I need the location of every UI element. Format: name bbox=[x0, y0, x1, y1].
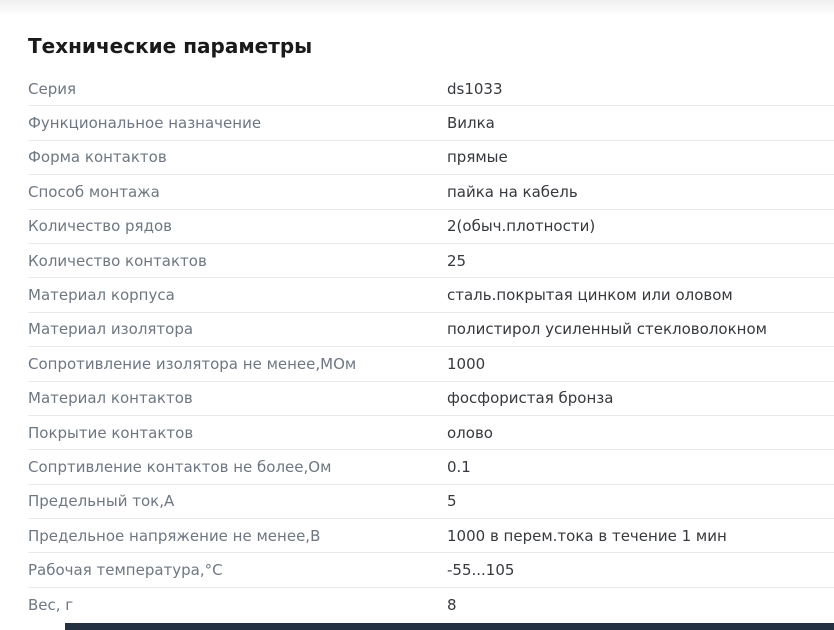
parameters-table bbox=[28, 72, 834, 622]
parameter-row bbox=[28, 485, 834, 519]
parameter-row bbox=[28, 450, 834, 484]
parameter-row bbox=[28, 313, 834, 347]
parameter-label: Предельное напряжение не менее,В bbox=[28, 526, 321, 545]
parameter-label: Материал корпуса bbox=[28, 286, 175, 305]
parameter-value: 25 bbox=[447, 251, 467, 270]
parameter-value: пайка на кабель bbox=[447, 182, 578, 201]
section-title: Технические параметры bbox=[28, 34, 313, 58]
parameter-value: 1000 в перем.тока в течение 1 мин bbox=[447, 526, 727, 545]
parameter-value: полистирол усиленный стекловолокном bbox=[447, 320, 767, 339]
parameter-row bbox=[28, 347, 834, 381]
parameter-label: Материал изолятора bbox=[28, 320, 194, 339]
parameter-row bbox=[28, 382, 834, 416]
parameter-value: фосфористая бронза bbox=[447, 389, 614, 408]
parameter-value: олово bbox=[447, 423, 493, 442]
next-section-edge-bar bbox=[65, 623, 834, 630]
parameter-value: 1000 bbox=[447, 354, 486, 373]
parameter-value: 2(обыч.плотности) bbox=[447, 217, 596, 236]
parameter-label: Предельный ток,А bbox=[28, 492, 175, 511]
parameter-label: Количество рядов bbox=[28, 217, 172, 236]
parameter-label: Покрытие контактов bbox=[28, 423, 194, 442]
parameter-row bbox=[28, 210, 834, 244]
parameter-row bbox=[28, 175, 834, 209]
parameter-row bbox=[28, 553, 834, 587]
parameter-row bbox=[28, 519, 834, 553]
parameter-label: Способ монтажа bbox=[28, 182, 160, 201]
parameter-value: 5 bbox=[447, 492, 457, 511]
parameter-value: -55...105 bbox=[447, 561, 515, 580]
parameter-value: Вилка bbox=[447, 114, 495, 133]
parameter-row bbox=[28, 72, 834, 106]
parameter-value: ds1033 bbox=[447, 79, 503, 98]
parameter-label: Вес, г bbox=[28, 596, 74, 615]
parameter-label: Форма контактов bbox=[28, 148, 167, 167]
parameter-row bbox=[28, 141, 834, 175]
parameter-label: Количество контактов bbox=[28, 251, 207, 270]
parameter-value: 0.1 bbox=[447, 457, 471, 476]
parameter-row bbox=[28, 244, 834, 278]
parameter-row bbox=[28, 106, 834, 140]
parameter-label: Функциональное назначение bbox=[28, 114, 262, 133]
parameter-label: Сопротивление изолятора не менее,МОм bbox=[28, 354, 357, 373]
parameter-value: сталь.покрытая цинком или оловом bbox=[447, 286, 733, 305]
parameter-label: Рабочая температура,°С bbox=[28, 561, 223, 580]
parameter-row bbox=[28, 278, 834, 312]
parameter-label: Материал контактов bbox=[28, 389, 193, 408]
parameter-label: Серия bbox=[28, 79, 76, 98]
parameter-row bbox=[28, 416, 834, 450]
parameter-row bbox=[28, 588, 834, 622]
parameter-value: прямые bbox=[447, 148, 508, 167]
parameter-label: Сопртивление контактов не более,Ом bbox=[28, 457, 332, 476]
parameter-value: 8 bbox=[447, 596, 457, 615]
